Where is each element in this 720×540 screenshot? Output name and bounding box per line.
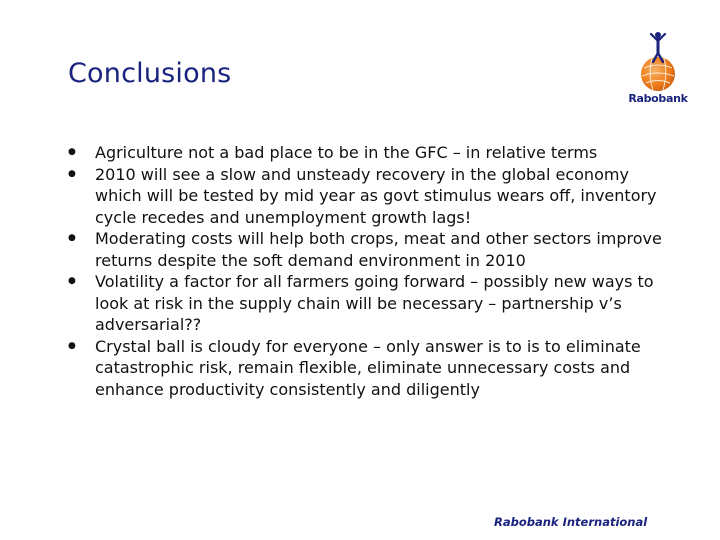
logo-wordmark: Rabobank	[628, 92, 688, 105]
rabobank-figure-globe-icon	[626, 30, 690, 92]
conclusions-list	[68, 142, 668, 400]
bullet-text: Volatility a factor for all farmers going forward – possibly new ways to look at risk in the supply chain will be necessary – partnership v’s adversarial??	[95, 272, 654, 334]
bullet-text: Crystal ball is cloudy for everyone – only answer is to is to eliminate catastrophic risk, remain flexible, eliminate unnecessary costs and enhance productivity consistently and diligently	[95, 336, 641, 399]
list-item	[68, 336, 668, 401]
list-item	[68, 164, 668, 229]
list-item	[68, 271, 668, 336]
slide-title: Conclusions	[68, 58, 232, 89]
list-item	[68, 142, 668, 164]
footer-brand: Rabobank International	[494, 515, 648, 529]
bullet-text: Moderating costs will help both crops, meat and other sectors improve returns despite the soft demand environment in 2010	[95, 229, 662, 270]
bullet-text: Agriculture not a bad place to be in the GFC – in relative terms	[95, 143, 598, 162]
list-item	[68, 228, 668, 271]
bullet-text: 2010 will see a slow and unsteady recovery in the global economy which will be tested by mid year as govt stimulus wears off, inventory cycle recedes and unemployment growth lags!	[95, 164, 657, 227]
bullet-icon: ●	[68, 147, 76, 157]
bullet-icon: ●	[68, 168, 76, 179]
bullet-icon: ●	[68, 276, 76, 286]
rabobank-logo	[626, 30, 690, 110]
bullet-icon: ●	[68, 233, 76, 243]
bullet-icon: ●	[68, 340, 76, 351]
